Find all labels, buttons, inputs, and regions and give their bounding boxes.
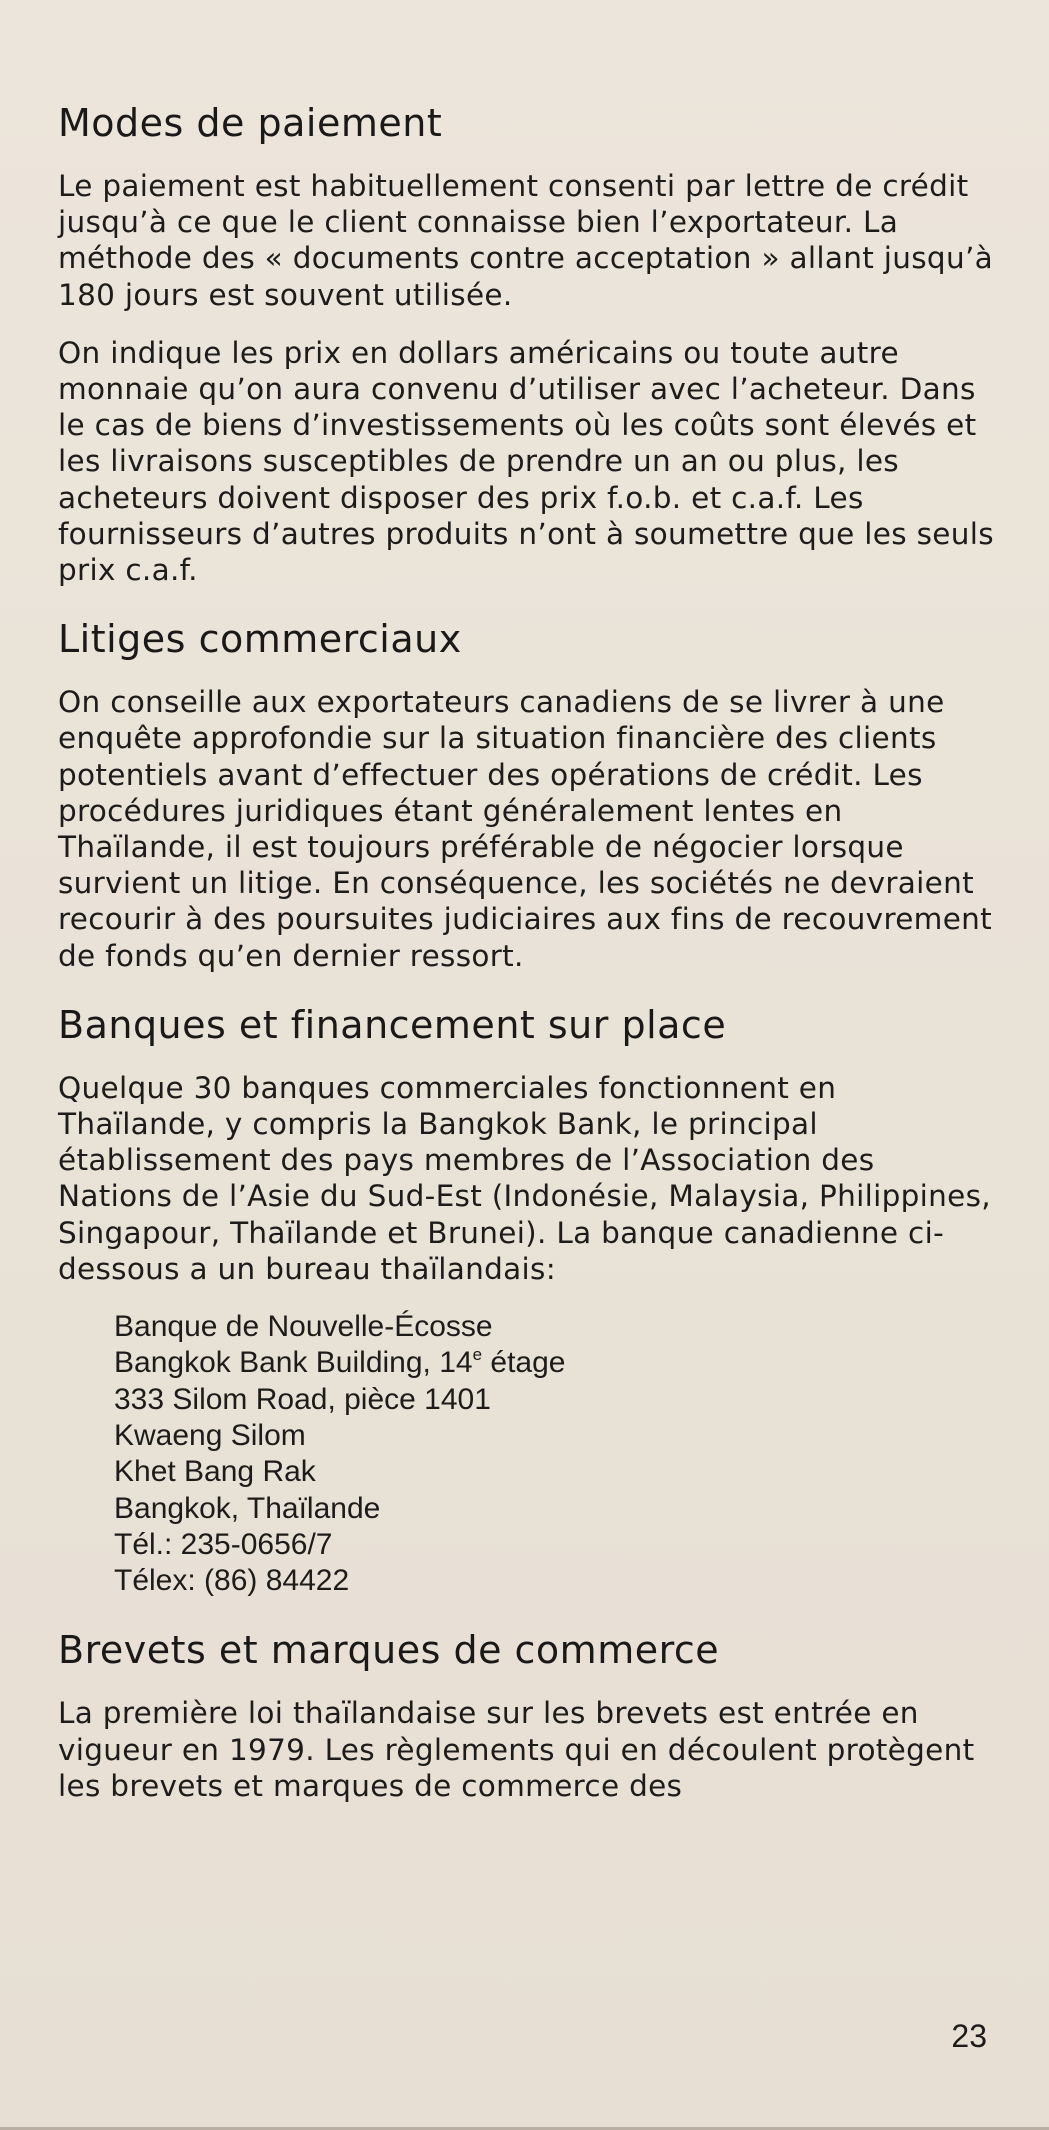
section-title: Banques et financement sur place [58, 1002, 727, 1047]
address-line: Télex: (86) 84422 [114, 1564, 350, 1598]
paragraph: La première loi thaïlandaise sur les brevets est entrée en vigueur en 1979. Les règlements qui en découlent protègent les brevets et marques de commerce des [58, 1696, 975, 1803]
ordinal-superscript: e [472, 1345, 483, 1365]
address-line: Kwaeng Silom [114, 1418, 306, 1452]
address-line: Tél.: 235-0656/7 [114, 1527, 333, 1561]
section-title: Litiges commerciaux [58, 617, 462, 662]
address-text: étage [482, 1346, 566, 1380]
address-line: Bangkok, Thaïlande [114, 1491, 381, 1525]
paragraph: Le paiement est habituellement consenti par lettre de crédit jusqu’à ce que le client connaisse bien l’exportateur. La méthode des « documents contre acceptation » allant jusqu’à 180 jours est souvent utilisée. [58, 169, 993, 312]
section-title: Modes de paiement [58, 101, 443, 145]
paragraph: Quelque 30 banques commerciales fonctionnent en Thaïlande, y compris la Bangkok Bank, le principal établissement des pays membres de l’Association des Nations de l’Asie du Sud-Est (Indonésie, Malaysia, Philippines, Singapour, Thaïlande et Brunei). La banque canadienne ci-dessous a un bureau thaïlandais: [58, 1070, 991, 1286]
address-line [114, 1345, 998, 1381]
paragraph: On indique les prix en dollars américains ou toute autre monnaie qu’on aura convenu d’utiliser avec l’acheteur. Dans le cas de biens d’investissements où les coûts sont élevés et les livraisons susceptibles de prendre un an ou plus, les acheteurs doivent disposer des prix f.o.b. et c.a.f. Les fournisseurs d’autres produits n’ont à soumettre que les seuls prix c.a.f. [58, 335, 994, 588]
address-line: Khet Bang Rak [114, 1455, 316, 1489]
address-text: Bangkok Bank Building, 14 [114, 1346, 473, 1380]
page-content [58, 100, 998, 1832]
section-payment [58, 100, 998, 588]
address-line: 333 Silom Road, pièce 1401 [114, 1382, 491, 1416]
page-number: 23 [951, 2018, 987, 2054]
section-banks [58, 1002, 998, 1600]
paragraph: On conseille aux exportateurs canadiens de se livrer à une enquête approfondie sur la situation financière des clients potentiels avant d’effectuer des opérations de crédit. Les procédures juridiques étant généralement lentes en Thaïlande, il est toujours préférable de négocier lorsque survient un litige. En conséquence, les sociétés ne devraient recourir à des poursuites judiciaires aux fins de recouvrement de fonds qu’en dernier ressort. [58, 685, 993, 973]
section-patents [58, 1627, 998, 1804]
address-line: Banque de Nouvelle-Écosse [114, 1310, 493, 1344]
bank-address-block [114, 1309, 998, 1599]
section-title: Brevets et marques de commerce [58, 1628, 720, 1673]
section-disputes [58, 616, 998, 974]
